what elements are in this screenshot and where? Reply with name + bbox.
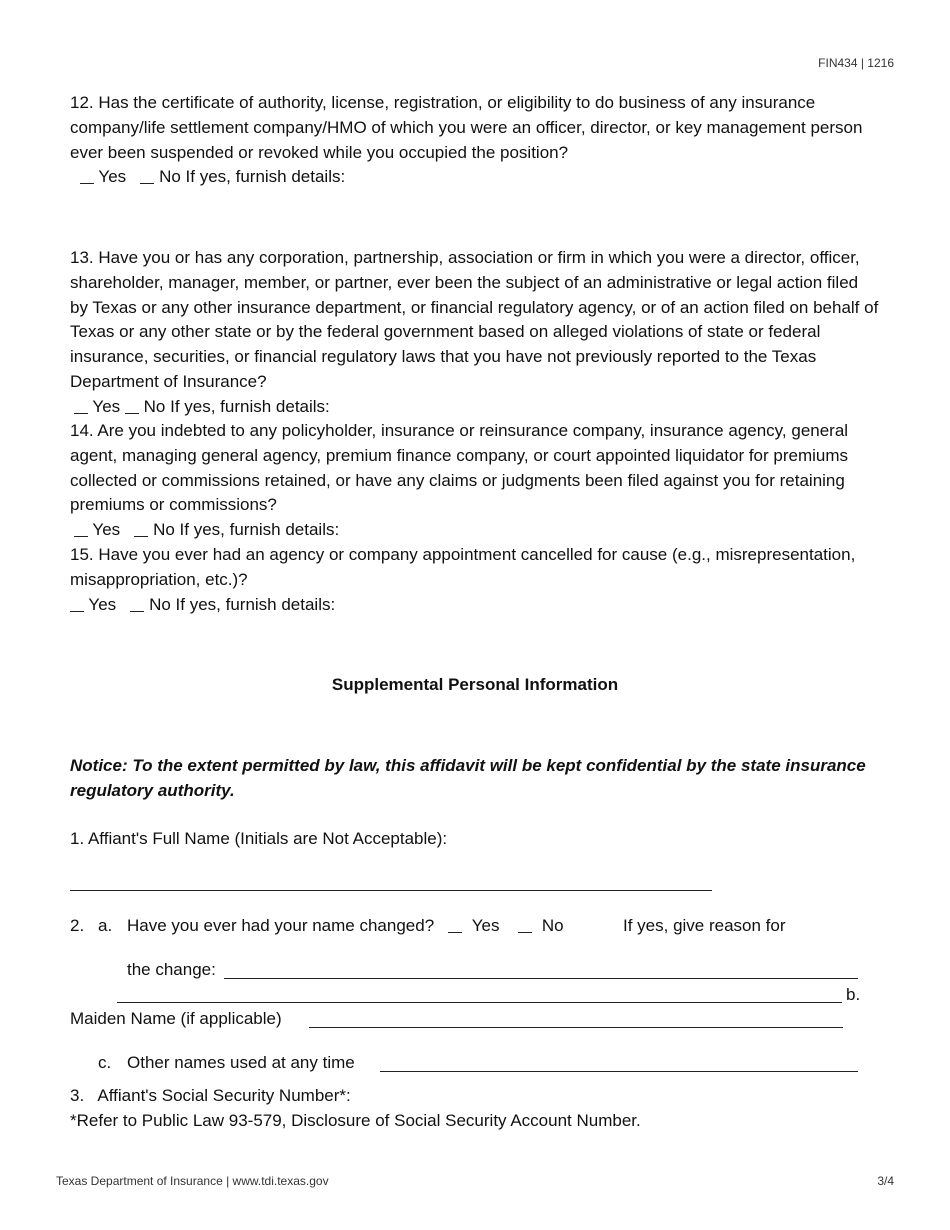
question-12-answer [70,165,880,190]
change-reason-field-2[interactable] [117,1002,842,1003]
change-reason-field[interactable] [224,978,858,979]
confidentiality-notice: Notice: To the extent permitted by law, this affidavit will be kept confidential by the state insurance regulatory authority. [70,756,866,800]
no-blank[interactable] [140,167,154,184]
question-13 [70,246,880,420]
question-14-text: 14. Are you indebted to any policyholder, insurance or reinsurance company, insurance agency, general agent, managing general agency, premium finance company, or court appointed liquidator for premiums collected or commissions retained, or have any claims or judgments been filed against you for retaining premiums or commissions? [70,421,849,515]
no-label: No [541,916,564,935]
yes-label: Yes [92,520,121,540]
ssn-label: 3. Affiant's Social Security Number*: [70,1086,351,1105]
yes-blank[interactable] [80,167,94,184]
form-id: FIN434 | 1216 [818,56,894,70]
section-heading: Supplemental Personal Information [331,675,619,694]
question-12-text: 12. Has the certificate of authority, license, registration, or eligibility to do business of any insurance company/life settlement company/HMO of which you were an officer, director, or key management person ever been suspended or revoked while you occupied the position? [70,93,863,162]
question-12 [70,91,880,190]
name-change-yes-blank[interactable] [448,916,462,933]
yes-label: Yes [92,396,121,416]
item-2a-letter: a. [98,916,113,935]
no-label: No [159,167,181,187]
full-name-field[interactable] [70,890,712,891]
name-change-question [127,916,564,936]
no-blank[interactable] [134,520,148,537]
ssn-footnote: *Refer to Public Law 93-579, Disclosure of Social Security Account Number. [70,1111,641,1130]
no-blank[interactable] [130,595,144,612]
maiden-name-label: Maiden Name (if applicable) [70,1009,282,1028]
no-blank[interactable] [125,397,139,414]
yes-label: Yes [88,594,117,614]
question-13-text: 13. Have you or has any corporation, partnership, association or firm in which you were a director, officer, shareholder, manager, member, or partner, ever been the subject of an administrative or legal action filed by Texas or any other insurance department, or financial regulatory agency, or of an action filed on behalf of Texas or any other state or by the federal government based on alleged violations of state or federal insurance, securities, or financial regulatory laws that you have not previously reported to the Texas Department of Insurance? [70,248,879,391]
question-14 [70,419,880,543]
yes-label: Yes [98,167,127,187]
full-name-label: 1. Affiant's Full Name (Initials are Not Acceptable): [70,829,448,848]
no-label: No [149,594,171,614]
item-2b-letter: b. [846,985,861,1004]
maiden-name-field[interactable] [309,1027,843,1028]
yes-blank[interactable] [74,397,88,414]
name-change-reason-label: If yes, give reason for [623,916,786,935]
change-label: the change: [127,960,216,979]
other-names-field[interactable] [380,1071,858,1072]
footer-agency: Texas Department of Insurance | www.tdi.texas.gov [56,1174,329,1188]
question-15-answer [70,593,880,618]
item-2c-letter: c. [98,1053,112,1072]
question-15 [70,543,880,617]
details-label: If yes, furnish details: [170,396,330,416]
question-14-answer [70,518,880,543]
no-label: No [143,396,166,416]
no-label: No [153,520,175,540]
details-label: If yes, furnish details: [175,594,336,614]
question-13-answer [70,395,880,420]
other-names-label: Other names used at any time [127,1053,355,1072]
name-change-no-blank[interactable] [518,916,532,933]
item-2-number: 2. [70,916,85,935]
details-label: If yes, furnish details: [185,167,346,187]
yes-label: Yes [471,916,500,935]
question-15-text: 15. Have you ever had an agency or company appointment cancelled for cause (e.g., misrepresentation, misappropriation, etc.)? [70,545,856,589]
yes-blank[interactable] [74,520,88,537]
details-label: If yes, furnish details: [179,520,340,540]
page-number: 3/4 [877,1174,894,1188]
name-change-question-text: Have you ever had your name changed? [127,916,435,935]
yes-blank[interactable] [70,595,84,612]
